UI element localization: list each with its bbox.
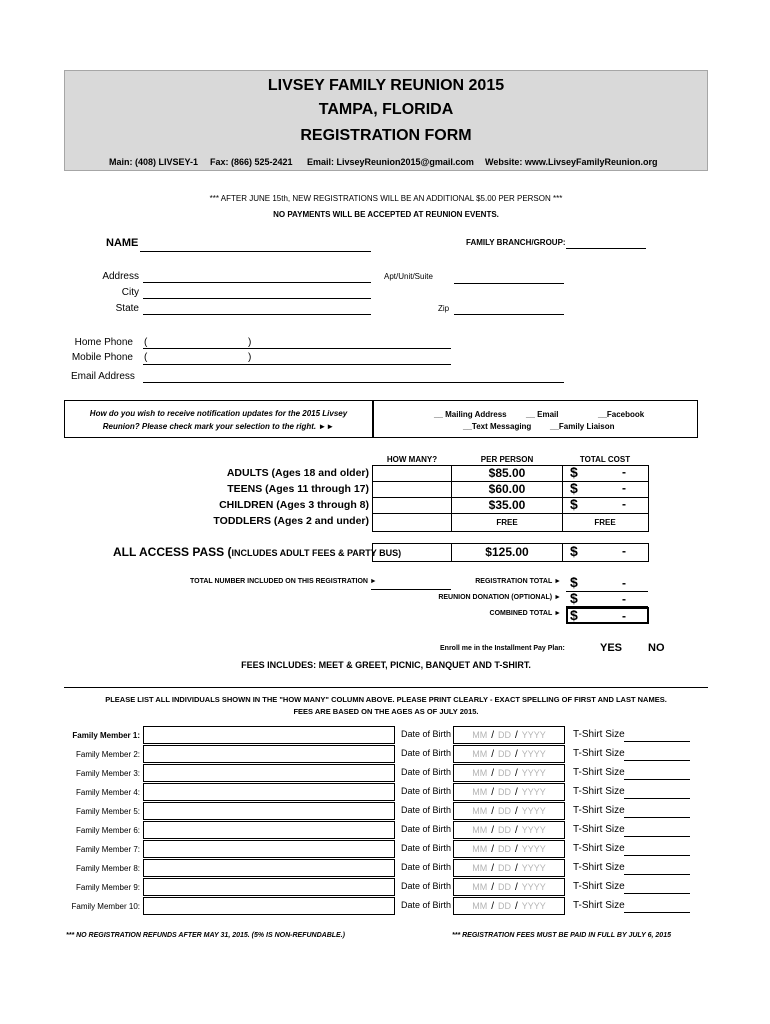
option-mailing[interactable]: __ Mailing Address — [434, 410, 507, 419]
dob-field[interactable] — [453, 878, 565, 896]
mobile-phone-label: Mobile Phone — [71, 352, 133, 363]
dob-year: YYYY — [521, 882, 546, 892]
dob-label: Date of Birth — [400, 862, 451, 872]
dob-slash: / — [491, 786, 494, 798]
city-field[interactable] — [143, 298, 371, 299]
mobile-phone-paren-close: ) — [248, 352, 252, 363]
dob-label: Date of Birth — [400, 805, 451, 815]
fax-number: Fax: (866) 525-2421 — [210, 157, 293, 167]
tshirt-size-label: T-Shirt Size — [573, 900, 625, 911]
payment-deadline: *** REGISTRATION FEES MUST BE PAID IN FULL BY JULY 6, 2015 — [452, 932, 671, 939]
total-value-adults: - — [622, 465, 626, 479]
dob-slash: / — [491, 881, 494, 893]
section-divider — [64, 687, 708, 688]
all-access-label — [113, 545, 401, 559]
option-facebook[interactable]: __Facebook — [598, 410, 645, 419]
tshirt-size-field[interactable] — [624, 798, 690, 799]
dob-field[interactable] — [453, 745, 565, 763]
dob-slash: / — [514, 862, 518, 874]
donation-value[interactable]: - — [622, 592, 626, 606]
dob-label: Date of Birth — [400, 824, 451, 834]
col-per-person: PER PERSON — [480, 455, 534, 464]
fees-includes: FEES INCLUDES: MEET & GREET, PICNIC, BANQUET AND T-SHIRT. — [241, 660, 531, 670]
dob-slash: / — [514, 786, 518, 798]
family-member-name-field[interactable] — [143, 821, 395, 839]
dob-slash: / — [491, 862, 494, 874]
family-member-label: Family Member 7: — [75, 845, 140, 854]
dob-month: MM — [472, 768, 488, 778]
dob-month: MM — [472, 863, 488, 873]
main-phone: Main: (408) LIVSEY-1 — [109, 157, 199, 167]
family-member-label: Family Member 5: — [75, 807, 140, 816]
contact-email: Email: LivseyReunion2015@gmail.com — [307, 157, 474, 167]
total-value-all-access: - — [622, 544, 626, 558]
price-adults: $85.00 — [488, 466, 526, 480]
dob-field[interactable] — [453, 840, 565, 858]
registration-total-dollar: $ — [570, 574, 578, 590]
total-number-field[interactable] — [371, 589, 451, 590]
notification-question: How do you wish to receive notification updates for the 2015 Livsey Reunion? Please check mark your selection to the right. ►► — [89, 409, 348, 431]
tshirt-size-field[interactable] — [624, 836, 690, 837]
dob-label: Date of Birth — [400, 900, 451, 910]
dob-slash: / — [514, 900, 518, 912]
tshirt-size-field[interactable] — [624, 741, 690, 742]
dob-label: Date of Birth — [400, 843, 451, 853]
website: Website: www.LivseyFamilyReunion.org — [485, 157, 658, 167]
form-title: LIVSEY FAMILY REUNION 2015 — [267, 77, 505, 94]
tshirt-size-label: T-Shirt Size — [573, 843, 625, 854]
family-member-name-field[interactable] — [143, 726, 395, 744]
donation-label: REUNION DONATION (OPTIONAL) ► — [438, 594, 561, 601]
tshirt-size-field[interactable] — [624, 893, 690, 894]
dob-slash: / — [491, 843, 494, 855]
dob-slash: / — [514, 729, 518, 741]
zip-label: Zip — [438, 304, 450, 313]
address-field[interactable] — [143, 282, 371, 283]
family-member-label: Family Member 2: — [75, 750, 140, 759]
refund-policy: *** NO REGISTRATION REFUNDS AFTER MAY 31, 2015. (5% IS NON-REFUNDABLE.) — [66, 932, 345, 939]
option-email[interactable]: __ Email — [526, 410, 559, 419]
tshirt-size-label: T-Shirt Size — [573, 805, 625, 816]
dob-year: YYYY — [521, 825, 546, 835]
tshirt-size-label: T-Shirt Size — [573, 767, 625, 778]
family-member-name-field[interactable] — [143, 840, 395, 858]
combined-total-dollar: $ — [570, 607, 578, 623]
dob-year: YYYY — [521, 806, 546, 816]
dob-field[interactable] — [453, 802, 565, 820]
dob-year: YYYY — [521, 768, 546, 778]
dob-slash: / — [491, 824, 494, 836]
family-member-label: Family Member 10: — [71, 902, 140, 911]
family-member-label: Family Member 1: — [72, 731, 140, 740]
tshirt-size-field[interactable] — [624, 817, 690, 818]
dob-month: MM — [472, 787, 488, 797]
fee-label-children: CHILDREN (Ages 3 through 8) — [219, 499, 369, 511]
how-many-toddlers[interactable] — [373, 514, 451, 531]
total-value-teens: - — [622, 481, 626, 495]
how-many-all-access[interactable] — [373, 544, 451, 561]
dob-year: YYYY — [521, 901, 546, 911]
dob-slash: / — [491, 767, 494, 779]
members-age-note: FEES ARE BASED ON THE AGES AS OF JULY 2015. — [293, 707, 479, 716]
dob-month: MM — [472, 844, 488, 854]
name-label: NAME — [106, 237, 139, 249]
dob-slash: / — [514, 805, 518, 817]
dob-field[interactable] — [453, 726, 565, 744]
installment-no[interactable]: NO — [648, 642, 665, 654]
dob-year: YYYY — [521, 787, 546, 797]
family-member-name-field[interactable] — [143, 764, 395, 782]
dob-year: YYYY — [521, 749, 546, 759]
total-dollar-children: $ — [570, 496, 578, 512]
dob-slash: / — [514, 767, 518, 779]
dob-slash: / — [514, 824, 518, 836]
registration-total-label: REGISTRATION TOTAL ► — [475, 578, 561, 585]
fee-label-adults: ADULTS (Ages 18 and older) — [226, 467, 369, 479]
dob-month: MM — [472, 882, 488, 892]
combined-total-label: COMBINED TOTAL ► — [489, 610, 561, 617]
installment-label: Enroll me in the Installment Pay Plan: — [440, 645, 565, 652]
col-how-many: HOW MANY? — [386, 455, 438, 464]
tshirt-size-label: T-Shirt Size — [573, 862, 625, 873]
form-location: TAMPA, FLORIDA — [318, 101, 454, 118]
how-many-adults[interactable] — [373, 466, 451, 481]
home-phone-paren-open: ( — [144, 337, 148, 348]
family-member-label: Family Member 4: — [75, 788, 140, 797]
dob-day: DD — [497, 768, 511, 778]
state-field[interactable] — [143, 314, 371, 315]
donation-dollar: $ — [570, 590, 578, 606]
address-label: Address — [102, 271, 139, 282]
dob-month: MM — [472, 806, 488, 816]
email-address-field[interactable] — [143, 382, 564, 383]
registration-total-line — [566, 591, 648, 592]
all-access-title: ALL ACCESS PASS ( — [113, 545, 232, 559]
dob-label: Date of Birth — [400, 786, 451, 796]
total-dollar-adults: $ — [570, 464, 578, 480]
installment-yes[interactable]: YES — [600, 642, 623, 654]
option-liaison[interactable]: __Family Liaison — [550, 422, 615, 431]
notification-question-box — [64, 400, 373, 438]
tshirt-size-field[interactable] — [624, 855, 690, 856]
apt-field[interactable] — [454, 283, 564, 284]
price-teens: $60.00 — [488, 482, 526, 496]
total-number-label: TOTAL NUMBER INCLUDED ON THIS REGISTRATION ► — [190, 578, 377, 585]
tshirt-size-label: T-Shirt Size — [573, 881, 625, 892]
price-children: $35.00 — [488, 498, 526, 512]
option-text[interactable]: __Text Messaging — [463, 422, 532, 431]
dob-field[interactable] — [453, 821, 565, 839]
dob-slash: / — [491, 729, 494, 741]
family-branch-label: FAMILY BRANCH/GROUP: — [466, 238, 566, 247]
combined-total-value: - — [622, 609, 626, 623]
all-access-note: INCLUDES ADULT FEES & PARTY BUS) — [231, 548, 402, 558]
header-banner — [64, 70, 708, 171]
dob-field[interactable] — [453, 897, 565, 915]
dob-day: DD — [497, 806, 511, 816]
price-all-access: $125.00 — [485, 545, 529, 559]
dob-day: DD — [497, 901, 511, 911]
family-member-name-field[interactable] — [143, 897, 395, 915]
members-instruction: PLEASE LIST ALL INDIVIDUALS SHOWN IN THE "HOW MANY" COLUMN ABOVE. PLEASE PRINT CLEARLY - EXACT SPELLING OF FIRST AND LAST NAMES. — [105, 695, 667, 704]
dob-day: DD — [497, 749, 511, 759]
family-member-label: Family Member 8: — [75, 864, 140, 873]
dob-label: Date of Birth — [400, 767, 451, 777]
dob-month: MM — [472, 730, 488, 740]
all-access-divider-2 — [562, 543, 563, 562]
how-many-children[interactable] — [373, 498, 451, 513]
dob-day: DD — [497, 882, 511, 892]
dob-slash: / — [491, 900, 494, 912]
dob-year: YYYY — [521, 730, 546, 740]
tshirt-size-label: T-Shirt Size — [573, 824, 625, 835]
fee-label-teens: TEENS (Ages 11 through 17) — [227, 483, 369, 495]
dob-month: MM — [472, 825, 488, 835]
mobile-phone-paren-open: ( — [144, 352, 148, 363]
apt-label: Apt/Unit/Suite — [384, 272, 433, 281]
dob-year: YYYY — [521, 863, 546, 873]
family-member-name-field[interactable] — [143, 745, 395, 763]
total-value-children: - — [622, 497, 626, 511]
dob-label: Date of Birth — [400, 729, 451, 739]
tshirt-size-field[interactable] — [624, 779, 690, 780]
family-member-label: Family Member 6: — [75, 826, 140, 835]
dob-field[interactable] — [453, 859, 565, 877]
total-dollar-all-access: $ — [570, 543, 578, 559]
dob-slash: / — [491, 805, 494, 817]
late-fee-notice: *** AFTER JUNE 15th, NEW REGISTRATIONS WILL BE AN ADDITIONAL $5.00 PER PERSON *** — [209, 194, 563, 203]
registration-total-value: - — [622, 576, 626, 590]
name-field[interactable] — [140, 251, 371, 252]
dob-label: Date of Birth — [400, 748, 451, 758]
tshirt-size-field[interactable] — [624, 760, 690, 761]
dob-field[interactable] — [453, 783, 565, 801]
total-dollar-teens: $ — [570, 480, 578, 496]
form-subtitle: REGISTRATION FORM — [300, 127, 472, 144]
tshirt-size-label: T-Shirt Size — [573, 748, 625, 759]
home-phone-paren-close: ) — [248, 337, 252, 348]
dob-label: Date of Birth — [400, 881, 451, 891]
dob-field[interactable] — [453, 764, 565, 782]
dob-slash: / — [514, 748, 518, 760]
dob-day: DD — [497, 730, 511, 740]
dob-day: DD — [497, 825, 511, 835]
how-many-teens[interactable] — [373, 482, 451, 497]
dob-day: DD — [497, 844, 511, 854]
state-label: State — [115, 303, 139, 314]
combined-total-box — [566, 607, 649, 624]
family-member-name-field[interactable] — [143, 878, 395, 896]
tshirt-size-label: T-Shirt Size — [573, 786, 625, 797]
dob-slash: / — [514, 843, 518, 855]
family-branch-field[interactable] — [566, 248, 646, 249]
dob-month: MM — [472, 749, 488, 759]
tshirt-size-field[interactable] — [624, 874, 690, 875]
city-label: City — [121, 287, 139, 298]
notification-options-box — [373, 400, 698, 438]
family-member-name-field[interactable] — [143, 859, 395, 877]
dob-day: DD — [497, 863, 511, 873]
dob-slash: / — [514, 881, 518, 893]
price-toddlers: FREE — [496, 518, 518, 527]
family-member-name-field[interactable] — [143, 783, 395, 801]
col-total-cost: TOTAL COST — [579, 455, 631, 464]
dob-slash: / — [491, 748, 494, 760]
home-phone-label: Home Phone — [74, 337, 133, 348]
dob-year: YYYY — [521, 844, 546, 854]
tshirt-size-field[interactable] — [624, 912, 690, 913]
dob-month: MM — [472, 901, 488, 911]
payment-notice: NO PAYMENTS WILL BE ACCEPTED AT REUNION EVENTS. — [273, 210, 499, 219]
total-toddlers: FREE — [594, 518, 616, 527]
family-member-label: Family Member 9: — [75, 883, 140, 892]
family-member-label: Family Member 3: — [75, 769, 140, 778]
mobile-phone-field[interactable] — [143, 364, 451, 365]
fee-label-toddlers: TODDLERS (Ages 2 and under) — [213, 515, 369, 527]
zip-field[interactable] — [454, 314, 564, 315]
email-address-label: Email Address — [71, 371, 135, 382]
dob-day: DD — [497, 787, 511, 797]
tshirt-size-label: T-Shirt Size — [573, 729, 625, 740]
home-phone-field[interactable] — [143, 348, 451, 349]
family-member-name-field[interactable] — [143, 802, 395, 820]
